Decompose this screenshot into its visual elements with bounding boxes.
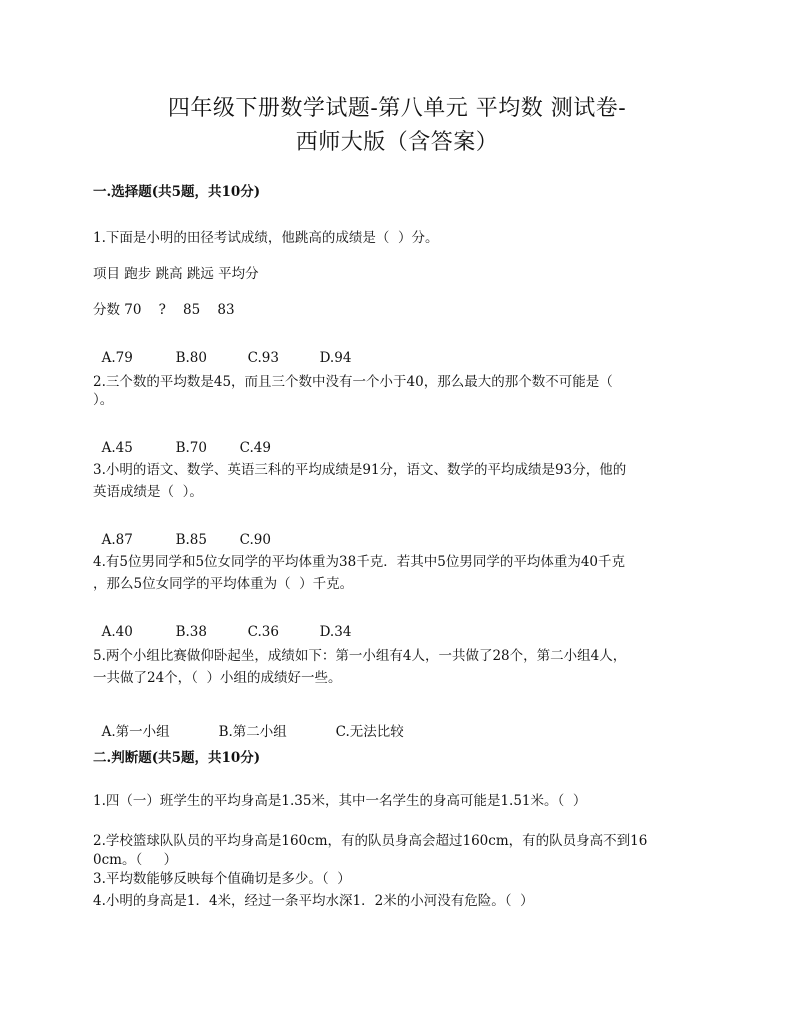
section-heading-judgement: 二.判断题(共5题，共10分) [93,750,261,766]
option-a: A.40 [101,624,133,640]
question-2-options [93,424,271,456]
option-c: C.93 [247,350,279,366]
judgement-2-line2: 0cm。（ ） [93,852,178,868]
option-b: B.80 [175,350,207,366]
question-5-options [93,704,404,740]
page-title: 四年级下册数学试题-第八单元 平均数 测试卷- [167,96,627,121]
option-a: A.45 [101,440,133,456]
option-c: C.无法比较 [335,724,404,740]
question-3-stem-line1: 3.小明的语文、数学、英语三科的平均成绩是91分，语文、数学的平均成绩是93分，他的 [93,462,627,478]
question-1-options [93,334,351,366]
question-1-table-scores: 分数 70 ? 85 83 [93,302,235,318]
judgement-1: 1.四（一）班学生的平均身高是1.35米，其中一名学生的身高可能是1.51米。（ ） [93,793,587,809]
option-c: C.90 [239,532,271,548]
question-4-stem-line2: ，那么5位女同学的平均体重为（ ）千克。 [93,576,354,592]
option-b: B.70 [175,440,207,456]
option-d: D.94 [319,350,352,366]
option-a: A.第一小组 [101,724,170,740]
section-heading-choice: 一.选择题(共5题，共10分) [93,184,261,200]
question-4-options [93,608,351,640]
option-c: C.36 [247,624,279,640]
question-2-stem-line2: ）。 [93,392,114,408]
question-2-stem-line1: 2.三个数的平均数是45，而且三个数中没有一个小于40，那么最大的那个数不可能是（ [93,374,613,390]
question-3-stem-line2: 英语成绩是（ ）。 [93,484,203,500]
question-1-stem: 1.下面是小明的田径考试成绩，他跳高的成绩是（ ）分。 [93,230,439,246]
question-5-stem-line1: 5.两个小组比赛做仰卧起坐，成绩如下：第一小组有4人，一共做了28个，第二小组4人， [93,648,627,664]
judgement-4: 4.小明的身高是1．4米，经过一条平均水深1．2米的小河没有危险。（ ） [93,893,534,909]
question-3-options [93,516,271,548]
option-b: B.第二小组 [218,724,287,740]
option-b: B.38 [175,624,207,640]
option-a: A.87 [101,532,133,548]
question-4-stem-line1: 4.有5位男同学和5位女同学的平均体重为38千克．若其中5位男同学的平均体重为40千克 [93,554,626,570]
option-d: D.34 [319,624,352,640]
question-5-stem-line2: 一共做了24个，（ ）小组的成绩好一些。 [93,670,342,686]
page-subtitle: 西师大版（含答案） [295,130,499,155]
question-1-table-header: 项目 跑步 跳高 跳远 平均分 [93,266,259,282]
option-b: B.85 [175,532,207,548]
option-a: A.79 [101,350,133,366]
judgement-2-line1: 2.学校篮球队队员的平均身高是160cm，有的队员身高会超过160cm，有的队员身高不到16 [93,833,648,849]
judgement-3: 3.平均数能够反映每个值确切是多少。（ ） [93,871,351,887]
option-c: C.49 [239,440,271,456]
